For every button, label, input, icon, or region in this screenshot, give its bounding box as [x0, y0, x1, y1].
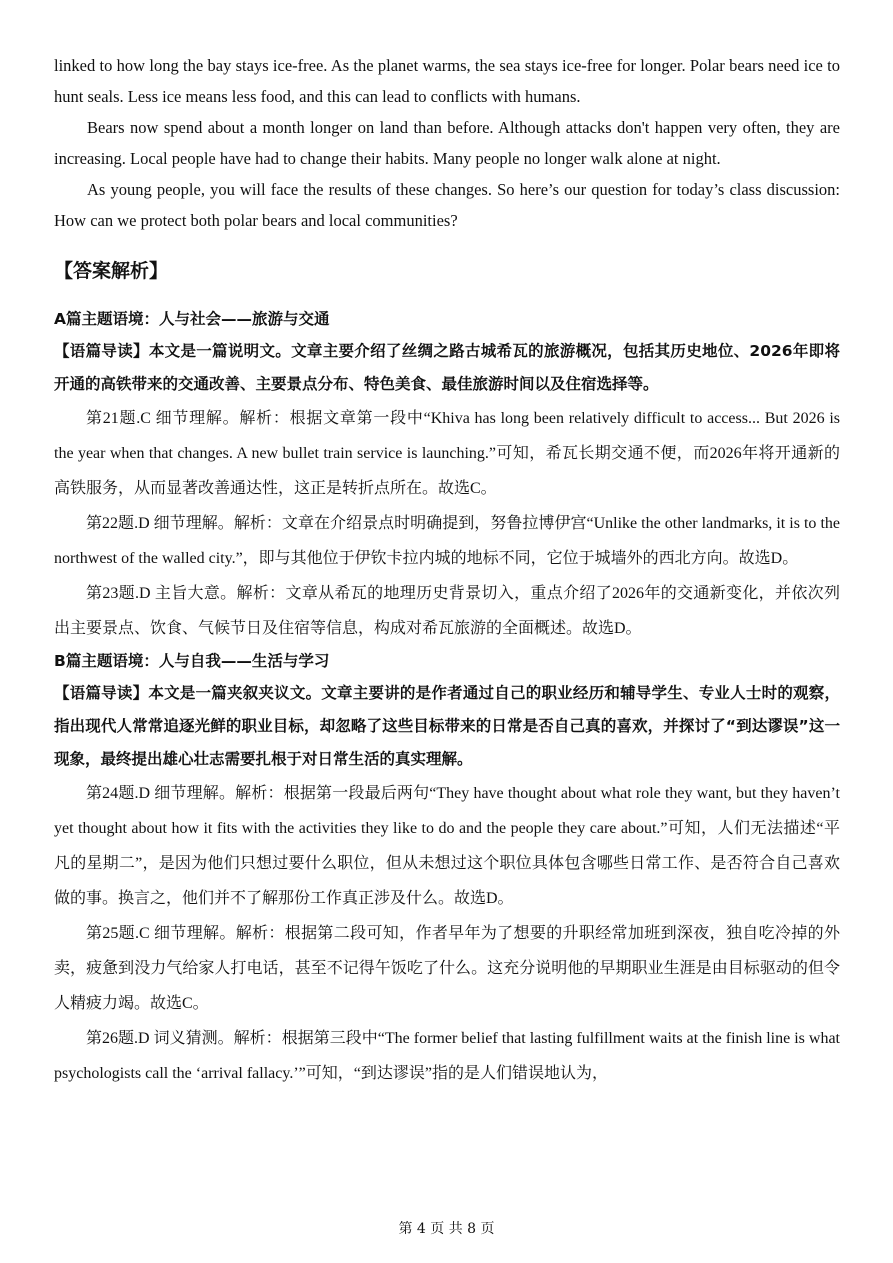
section-a-guide: 【语篇导读】本文是一篇说明文。文章主要介绍了丝绸之路古城希瓦的旅游概况，包括其历史地位、2026年即将开通的高铁带来的交通改善、主要景点分布、特色美食、最佳旅游时间以及住宿选择等。	[54, 342, 840, 393]
section-b-title: B篇主题语境：人与自我——生活与学习	[54, 652, 330, 670]
answer-23: 第23题.D 主旨大意。解析：文章从希瓦的地理历史背景切入，重点介绍了2026年的交通新变化，并依次列出主要景点、饮食、气候节日及住宿等信息，构成对希瓦旅游的全面概述。故选D。	[54, 585, 840, 637]
answer-25: 第25题.C 细节理解。解析：根据第二段可知，作者早年为了想要的升职经常加班到深夜，独自吃冷掉的外卖，疲惫到没力气给家人打电话，甚至不记得午饭吃了什么。这充分说明他的早期职业生涯是由目标驱动的但令人精疲力竭。故选C。	[54, 925, 840, 1012]
document-page	[54, 50, 840, 1091]
answer-heading: 【答案解析】	[54, 260, 169, 282]
page-footer: 第 4 页 共 8 页	[398, 1221, 495, 1237]
section-a-title: A篇主题语境：人与社会——旅游与交通	[54, 310, 330, 328]
passage-paragraph-3: As young people, you will face the results of these changes. So here’s our question for today’s class discussion: How can we protect both polar bears and local communities?	[54, 180, 840, 230]
answer-21: 第21题.C 细节理解。解析：根据文章第一段中“Khiva has long been relatively difficult to access... But 2026 is the year when that changes. A new bullet train service is launching.”可知，希瓦长期交通不便，而2026年将开通新的高铁服务，从而显著改善通达性，这正是转折点所在。故选C。	[54, 410, 840, 497]
answer-24: 第24题.D 细节理解。解析：根据第一段最后两句“They have thought about what role they want, but they haven’t yet thought about how it fits with the activities they like to do and the people they care about.”可知，人们无法描述“平凡的星期二”，是因为他们只想过要什么职位，但从未想过这个职位具体包含哪些日常工作、是否符合自己喜欢做的事。换言之，他们并不了解那份工作真正涉及什么。故选D。	[54, 785, 840, 907]
section-b-guide: 【语篇导读】本文是一篇夹叙夹议文。文章主要讲的是作者通过自己的职业经历和辅导学生、专业人士时的观察，指出现代人常常追逐光鲜的职业目标，却忽略了这些目标带来的日常是否自己真的喜欢，并探讨了“到达谬误”这一现象，最终提出雄心壮志需要扎根于对日常生活的真实理解。	[54, 684, 840, 768]
passage-paragraph-1: linked to how long the bay stays ice-free. As the planet warms, the sea stays ice-free for longer. Polar bears need ice to hunt seals. Less ice means less food, and this can lead to conflicts with humans.	[54, 56, 840, 106]
answer-22: 第22题.D 细节理解。解析：文章在介绍景点时明确提到，努鲁拉博伊宫“Unlike the other landmarks, it is to the northwest of the walled city.”，即与其他位于伊钦卡拉内城的地标不同，它位于城墙外的西北方向。故选D。	[54, 515, 840, 567]
answer-26: 第26题.D 词义猜测。解析：根据第三段中“The former belief that lasting fulfillment waits at the finish line is what psychologists call the ‘arrival fallacy.’”可知，“到达谬误”指的是人们错误地认为，	[54, 1030, 840, 1082]
passage-paragraph-2: Bears now spend about a month longer on land than before. Although attacks don't happen very often, they are increasing. Local people have had to change their habits. Many people no longer walk alone at night.	[54, 118, 840, 168]
